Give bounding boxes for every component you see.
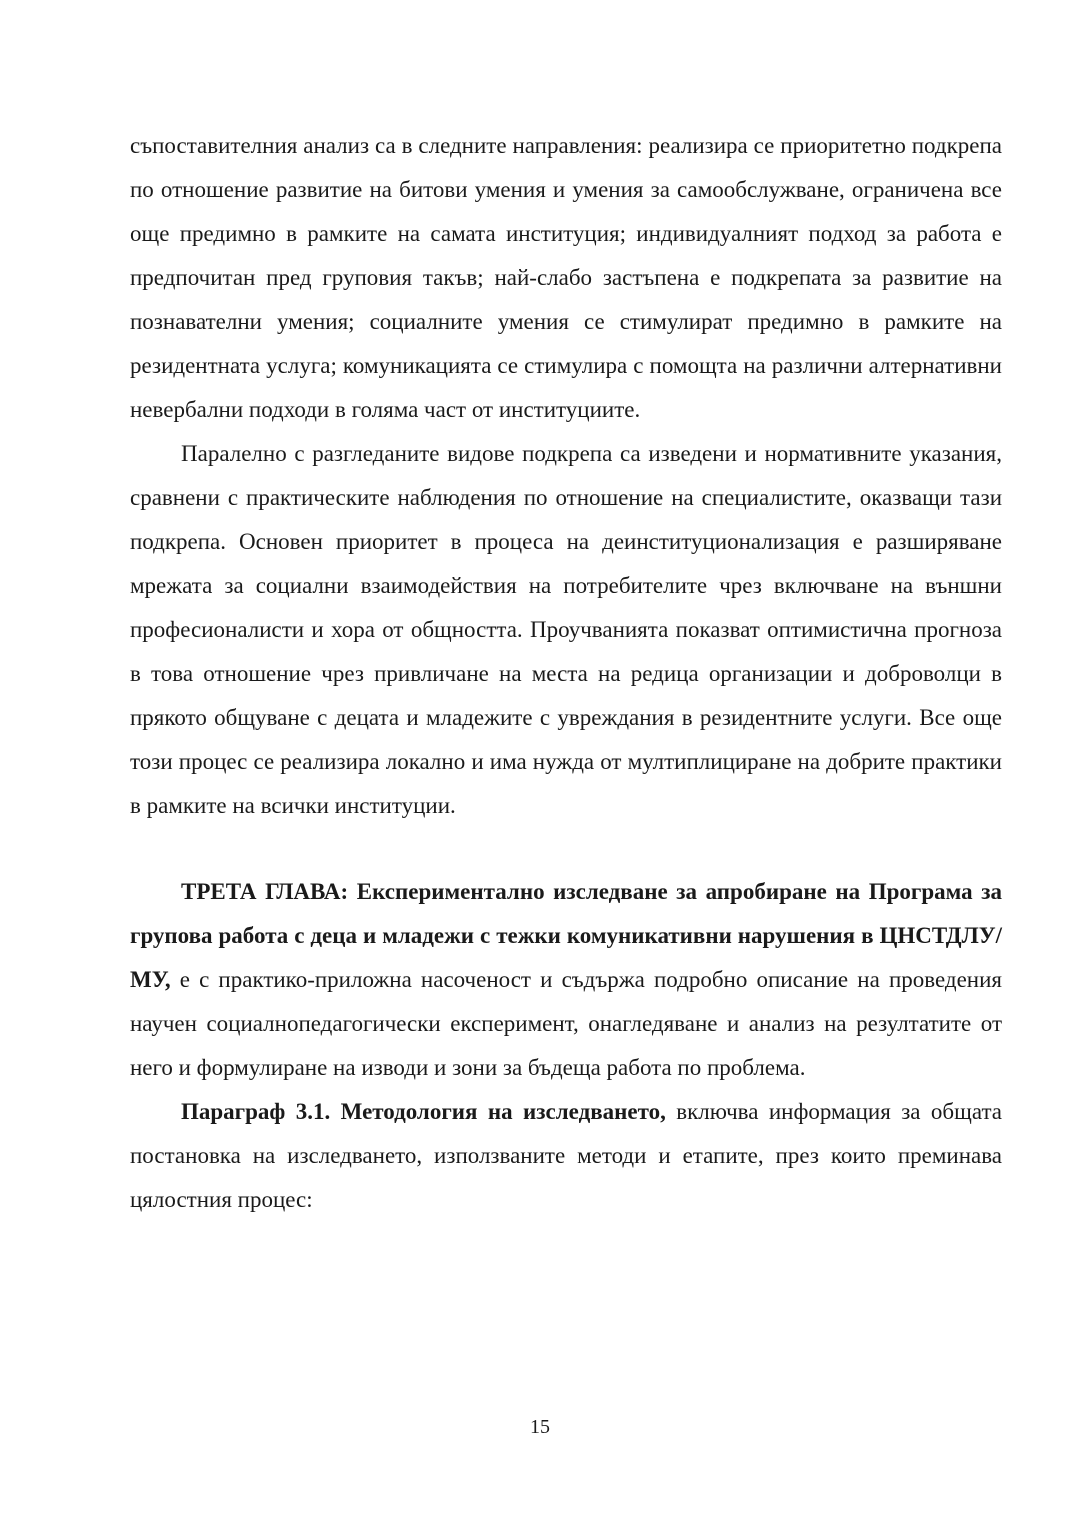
chapter-three-paragraph bbox=[130, 870, 1002, 1090]
page-number: 15 bbox=[530, 1416, 550, 1438]
chapter-three-description: е с практико-приложна насоченост и съдържа подробно описание на проведения научен социалнопедагогически експеримент, онагледяване и анализ на резултатите от него и формулиране на изводи и зони за бъдеща работа по проблема. bbox=[130, 967, 1002, 1080]
section-3-1-paragraph bbox=[130, 1090, 1002, 1222]
paragraph-continuation: съпоставителния анализ са в следните направления: реализира се приоритетно подкрепа по отношение развитие на битови умения и умения за самообслужване, ограничена все още предимно в рамките на самата институция; индивидуалният подход за работа е предпочитан пред груповия такъв; най-слабо застъпена е подкрепата за развитие на познавателни умения; социалните умения се стимулират предимно в рамките на резидентната услуга; комуникацията се стимулира с помощта на различни алтернативни невербални подходи в голяма част от институциите. bbox=[130, 133, 1002, 422]
paragraph-support-types: Паралелно с разгледаните видове подкрепа са изведени и нормативните указания, сравнени с практическите наблюдения по отношение на специалистите, оказващи тази подкрепа. Основен приоритет в процеса на деинституционализация е разширяване мрежата за социални взаимодействия на потребителите чрез включване на външни професионалисти и хора от общността. Проучванията показват оптимистична прогноза в това отношение чрез привличане на места на редица организации и доброволци в прякото общуване с децата и младежите с увреждания в резидентните услуги. Все още този процес се реализира локално и има нужда от мултиплициране на добрите практики в рамките на всички институции. bbox=[130, 441, 1002, 818]
chapter-three-heading: ТРЕТА ГЛАВА: Експериментално изследване за апробиране на Програма за групова работа с деца и младежи с тежки комуникативни нарушения в ЦНСТДЛУ/МУ, bbox=[130, 879, 1002, 992]
section-3-1-heading: Параграф 3.1. Методология на изследването, bbox=[181, 1099, 666, 1124]
section-gap bbox=[130, 828, 1002, 870]
body-text bbox=[130, 124, 1002, 1222]
section-3-1-description: включва информация за общата постановка на изследването, използваните методи и етапите, през които преминава цялостния процес: bbox=[130, 1099, 1002, 1212]
